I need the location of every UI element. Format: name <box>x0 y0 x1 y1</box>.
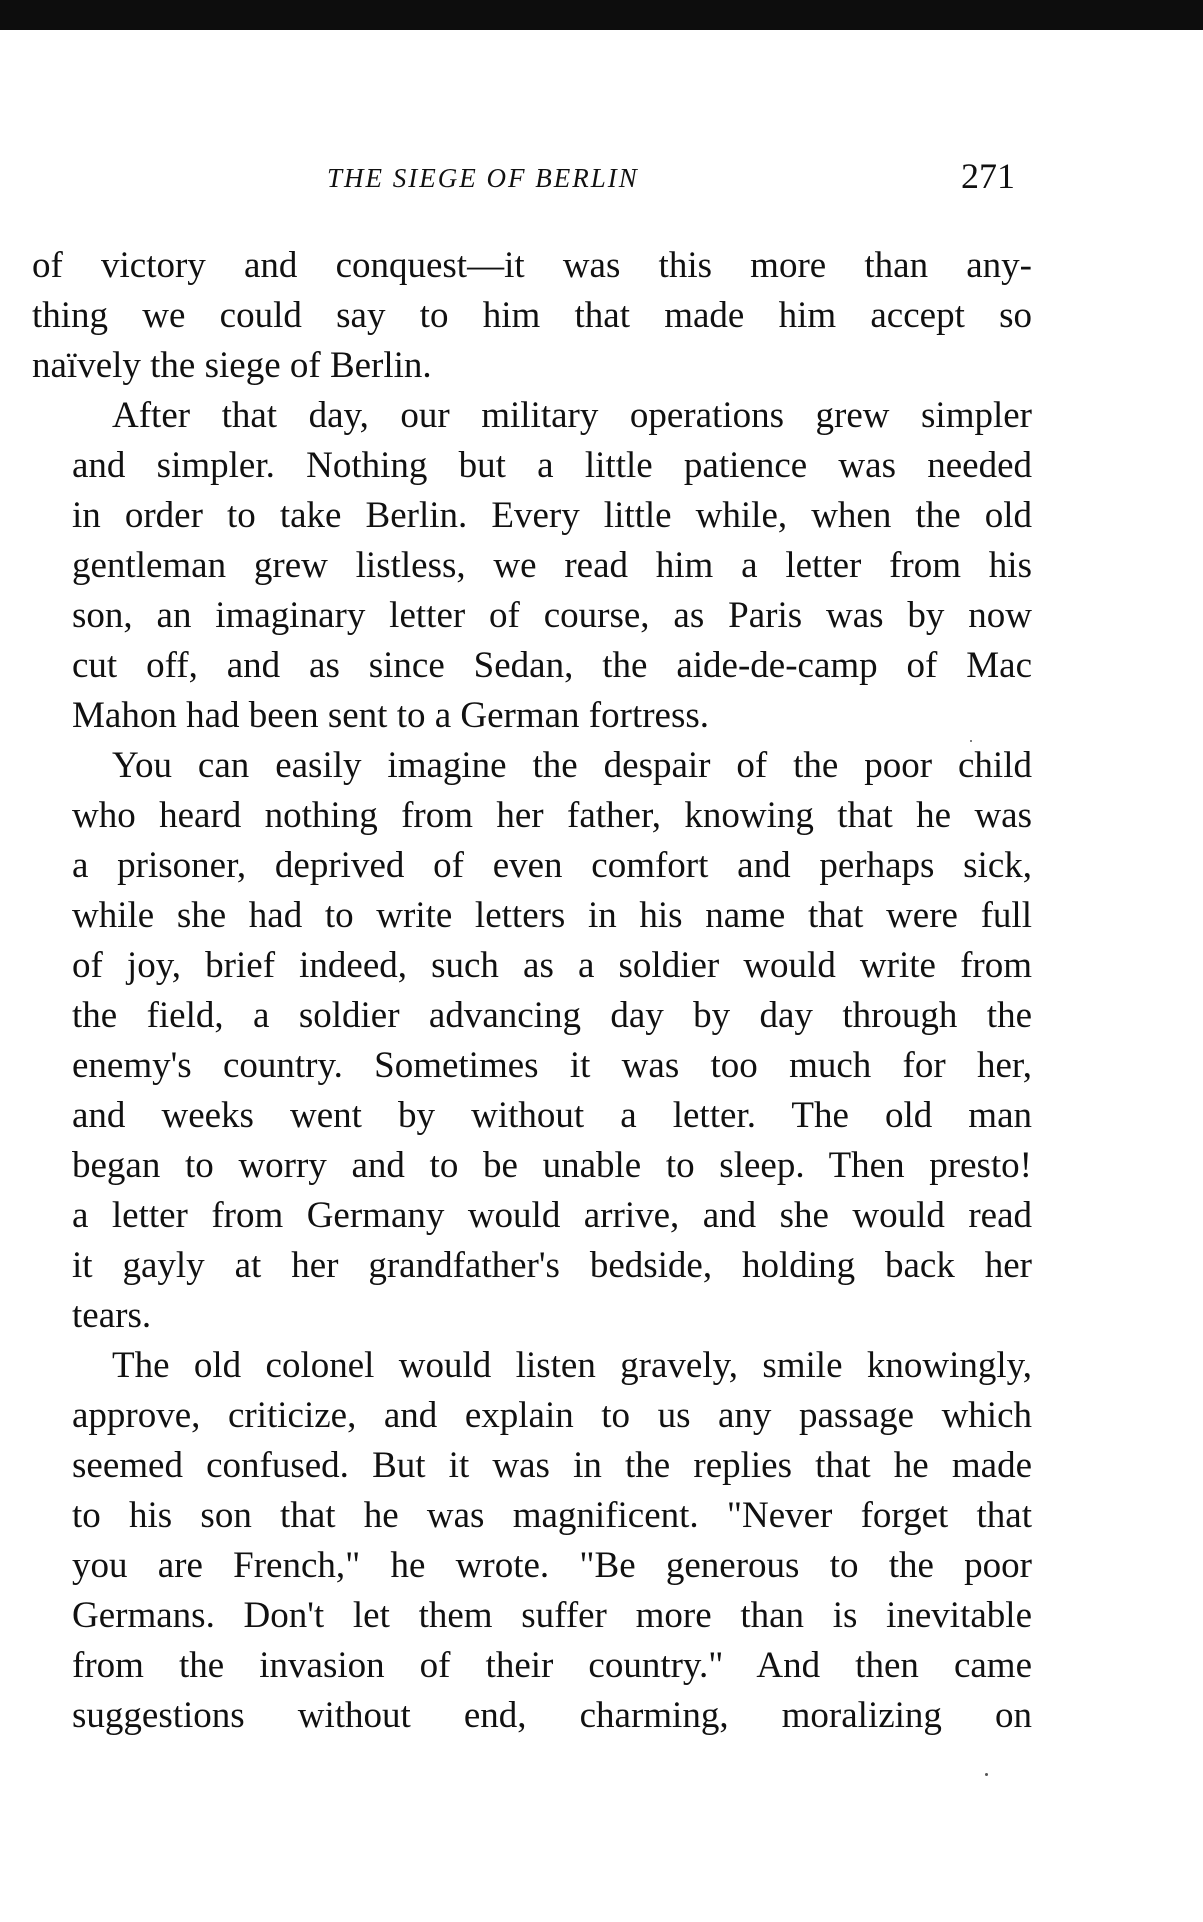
text-line: from the invasion of their country." And then came <box>72 1645 1032 1686</box>
text-line: approve, criticize, and explain to us any passage which <box>72 1395 1032 1436</box>
scan-speck <box>970 740 972 742</box>
running-head: THE SIEGE OF BERLIN <box>327 163 639 193</box>
body-text <box>32 241 1032 1741</box>
text-line: began to worry and to be unable to sleep. Then presto! <box>72 1145 1032 1186</box>
text-line: a letter from Germany would arrive, and she would read <box>72 1195 1032 1236</box>
text-line: suggestions without end, charming, moralizing on <box>72 1695 1032 1736</box>
page-header <box>0 158 1203 198</box>
text-line: The old colonel would listen gravely, smile knowingly, <box>112 1345 1032 1386</box>
text-line: who heard nothing from her father, knowing that he was <box>72 795 1032 836</box>
text-line: cut off, and as since Sedan, the aide-de-camp of Mac <box>72 645 1032 686</box>
text-line: gentleman grew listless, we read him a letter from his <box>72 545 1032 586</box>
text-line: son, an imaginary letter of course, as Paris was by now <box>72 595 1032 636</box>
text-line: After that day, our military operations grew simpler <box>112 395 1032 436</box>
text-line: a prisoner, deprived of even comfort and perhaps sick, <box>72 845 1032 886</box>
text-line: you are French," he wrote. "Be generous to the poor <box>72 1545 1032 1586</box>
paragraph <box>32 1341 1032 1741</box>
text-line: it gayly at her grandfather's bedside, holding back her <box>72 1245 1032 1286</box>
text-line: Mahon had been sent to a German fortress. <box>72 695 710 736</box>
text-line: enemy's country. Sometimes it was too much for her, <box>72 1045 1032 1086</box>
text-line: You can easily imagine the despair of the poor child <box>112 745 1032 786</box>
scan-top-border <box>0 0 1203 30</box>
scan-speck <box>985 1773 988 1776</box>
text-line: of joy, brief indeed, such as a soldier would write from <box>72 945 1032 986</box>
paragraph <box>32 391 1032 741</box>
text-line: naïvely the siege of Berlin. <box>32 345 432 386</box>
paragraph <box>32 741 1032 1341</box>
paragraph <box>32 241 1032 391</box>
text-line: Germans. Don't let them suffer more than is inevitable <box>72 1595 1032 1636</box>
text-line: thing we could say to him that made him accept so <box>32 295 1032 336</box>
text-line: and simpler. Nothing but a little patience was needed <box>72 445 1032 486</box>
page-number: 271 <box>961 156 1015 196</box>
text-line: the field, a soldier advancing day by day through the <box>72 995 1032 1036</box>
text-line: while she had to write letters in his name that were full <box>72 895 1032 936</box>
text-line: in order to take Berlin. Every little while, when the old <box>72 495 1032 536</box>
text-line: seemed confused. But it was in the replies that he made <box>72 1445 1032 1486</box>
text-line: to his son that he was magnificent. "Never forget that <box>72 1495 1032 1536</box>
text-line: of victory and conquest—it was this more than any- <box>32 245 1032 286</box>
text-line: tears. <box>72 1295 152 1336</box>
text-line: and weeks went by without a letter. The old man <box>72 1095 1032 1136</box>
